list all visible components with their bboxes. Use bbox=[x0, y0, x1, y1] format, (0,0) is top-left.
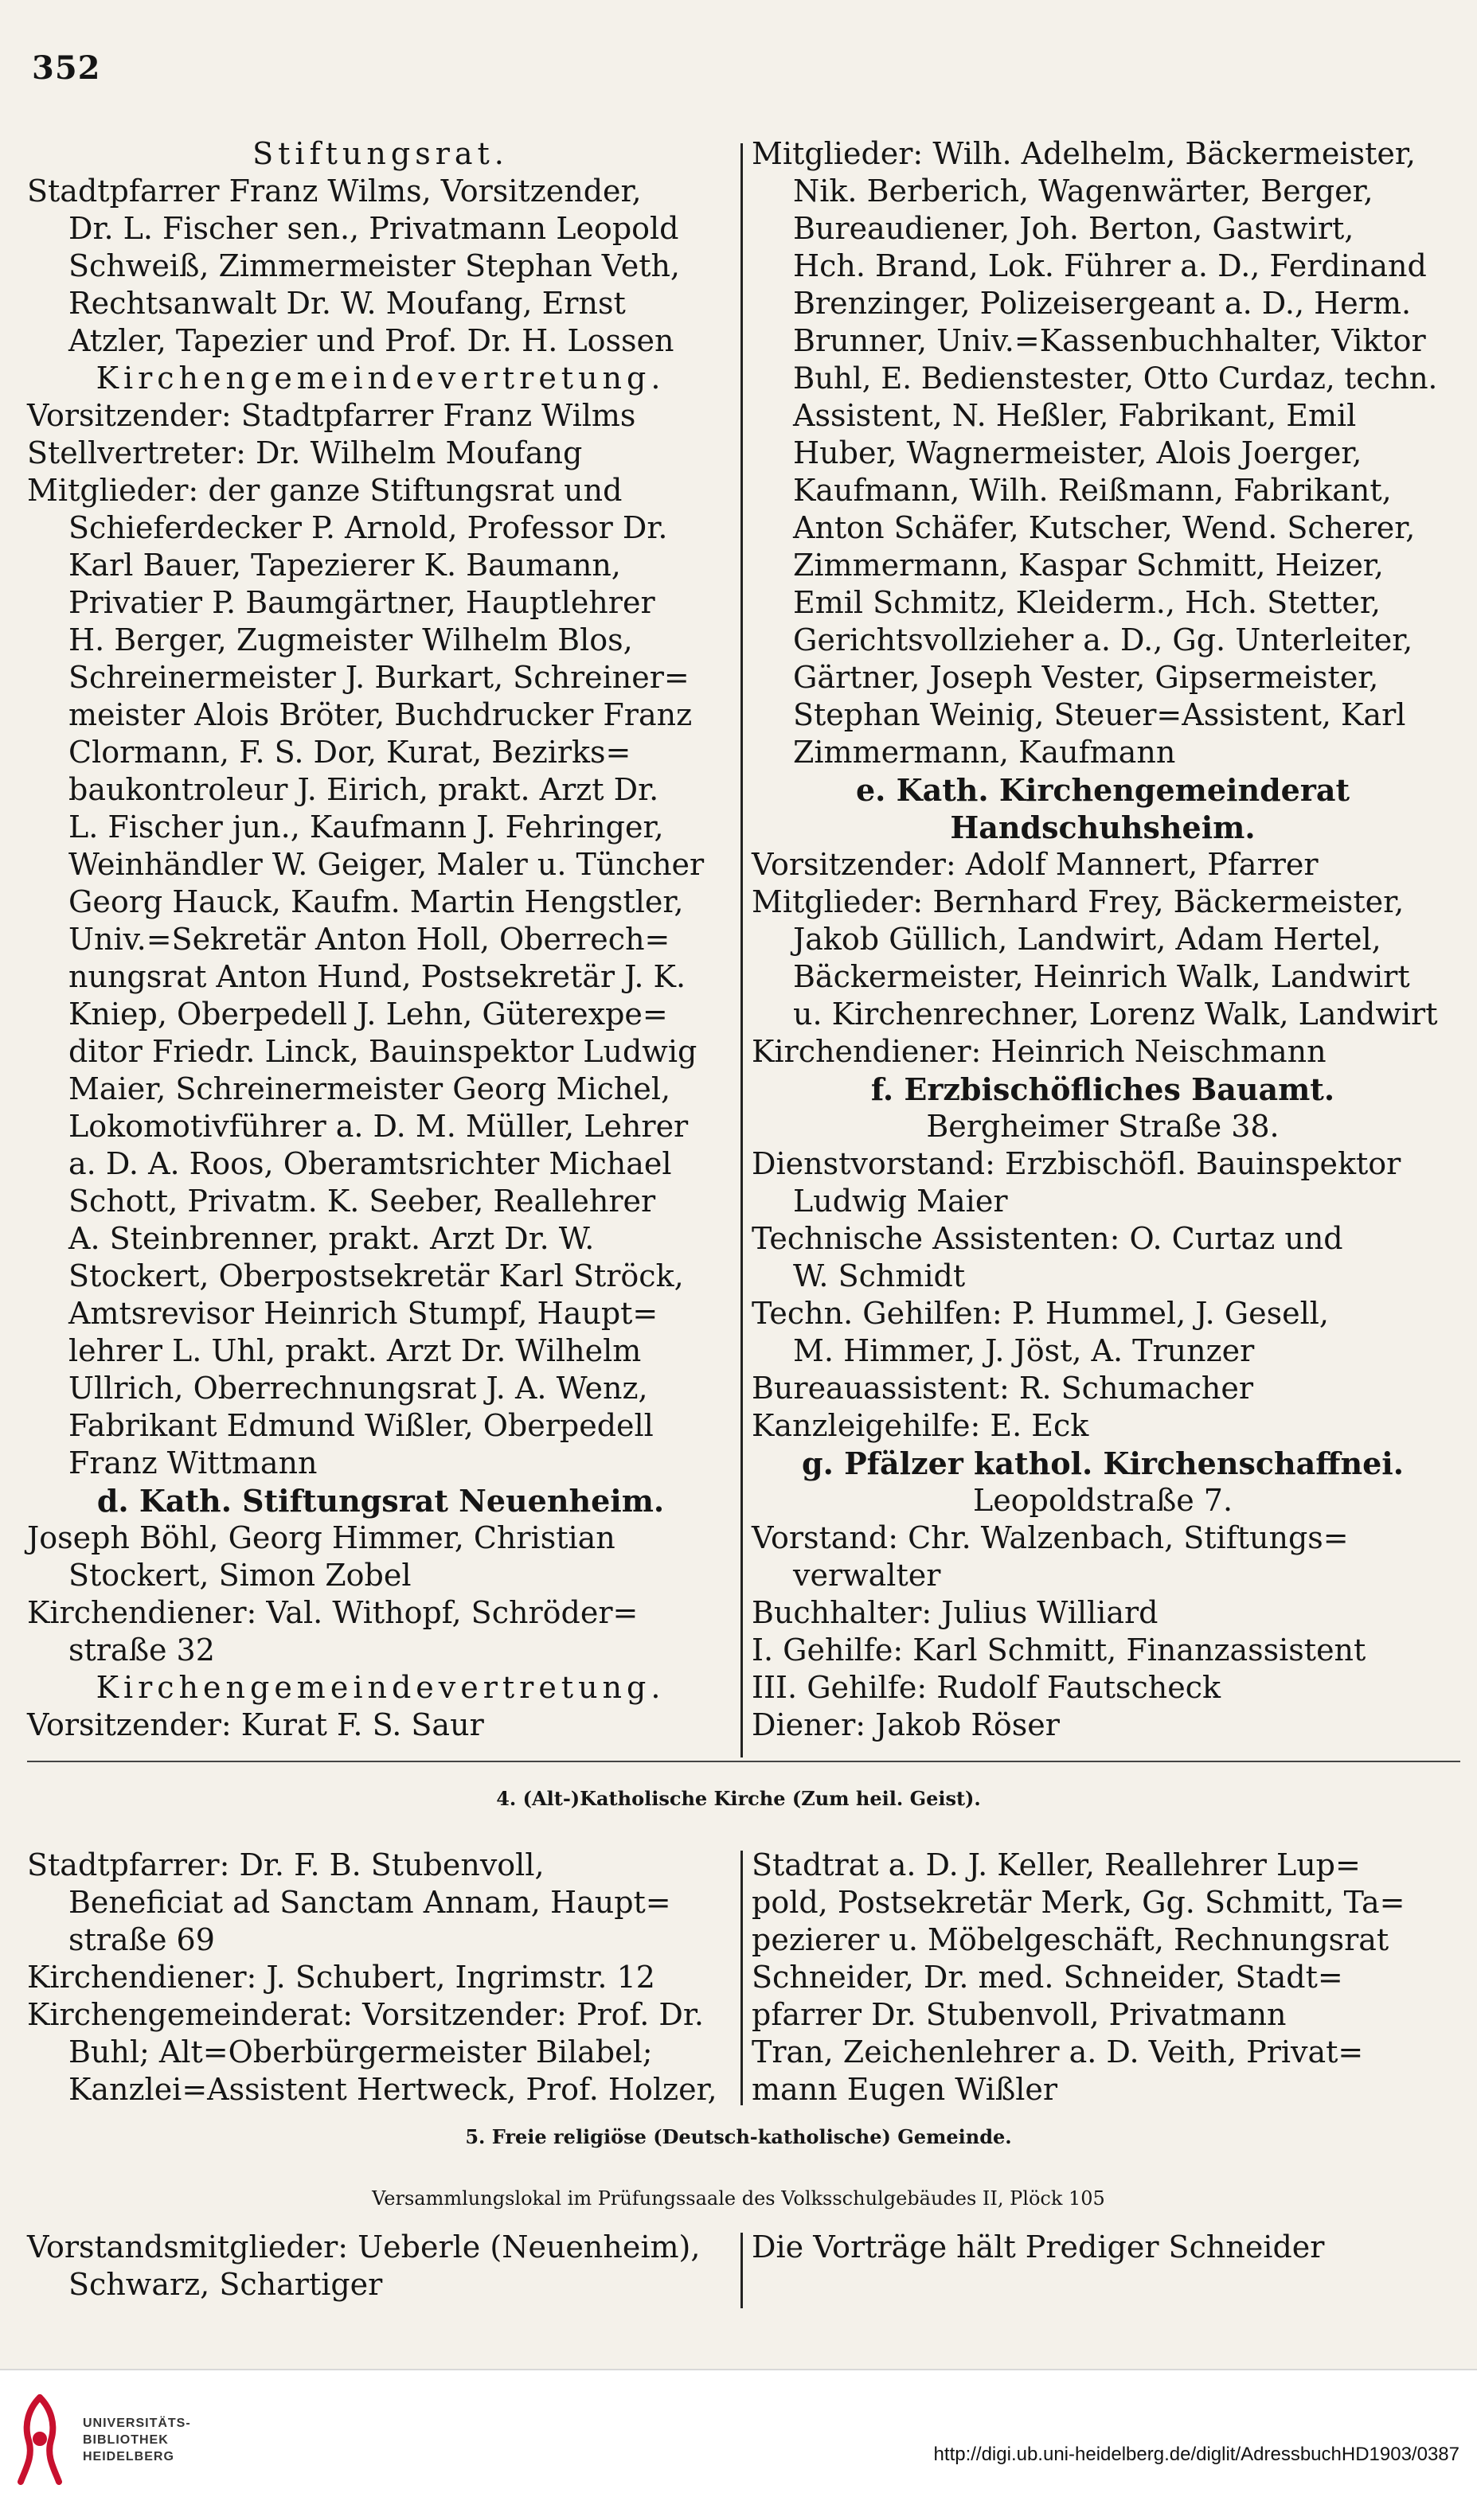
text-line: Schreinermeister J. Burkart, Schreiner= bbox=[68, 660, 690, 695]
university-library-logo-icon bbox=[14, 2393, 65, 2488]
page-number: 352 bbox=[32, 49, 101, 87]
text-line: Schweiß, Zimmermeister Stephan Veth, bbox=[68, 248, 681, 283]
text-line: Buhl; Alt=Oberbürgermeister Bilabel; bbox=[68, 2034, 653, 2069]
text-line: W. Schmidt bbox=[793, 1258, 966, 1293]
text-line: Beneficiat ad Sanctam Annam, Haupt= bbox=[68, 1885, 671, 1920]
text-line: baukontroleur J. Eirich, prakt. Arzt Dr. bbox=[68, 772, 659, 807]
right-column bbox=[752, 135, 1454, 1744]
text-line: I. Gehilfe: Karl Schmitt, Finanzassistent bbox=[752, 1633, 1366, 1668]
text-line: Anton Schäfer, Kutscher, Wend. Scherer, bbox=[793, 510, 1416, 545]
text-line: Bureaudiener, Joh. Berton, Gastwirt, bbox=[793, 211, 1354, 246]
text-line: Kirchengemeinderat: Vorsitzender: Prof. Dr. bbox=[27, 1997, 704, 2032]
text-line: Stockert, Oberpostsekretär Karl Ströck, bbox=[68, 1258, 684, 1293]
text-line: Dienstvorstand: Erzbischöfl. Bauinspektor bbox=[752, 1146, 1401, 1181]
text-line: ditor Friedr. Linck, Bauinspektor Ludwig bbox=[68, 1034, 697, 1069]
text-line: a. D. A. Roos, Oberamtsrichter Michael bbox=[68, 1146, 672, 1181]
text-line: Franz Wittmann bbox=[68, 1445, 318, 1480]
section-4-left-column bbox=[27, 1847, 734, 2108]
text-line: Kirchengemeindevertretung. bbox=[96, 1670, 666, 1705]
text-line: M. Himmer, J. Jöst, A. Trunzer bbox=[793, 1333, 1255, 1368]
left-column bbox=[27, 135, 734, 1744]
text-line: Kniep, Oberpedell J. Lehn, Güterexpe= bbox=[68, 997, 668, 1032]
text-line: Emil Schmitz, Kleiderm., Hch. Stetter, bbox=[793, 585, 1381, 620]
text-line: Nik. Berberich, Wagenwärter, Berger, bbox=[793, 174, 1373, 209]
text-line: Privatier P. Baumgärtner, Hauptlehrer bbox=[68, 585, 655, 620]
text-line: Schott, Privatm. K. Seeber, Reallehrer bbox=[68, 1184, 656, 1219]
text-line: Technische Assistenten: O. Curtaz und bbox=[752, 1221, 1343, 1256]
text-line: Maier, Schreinermeister Georg Michel, bbox=[68, 1071, 671, 1106]
text-line: Ullrich, Oberrechnungsrat J. A. Wenz, bbox=[68, 1371, 648, 1406]
section-5-left-column bbox=[27, 2229, 734, 2303]
text-line: Diener: Jakob Röser bbox=[752, 1707, 1060, 1742]
text-line: Amtsrevisor Heinrich Stumpf, Haupt= bbox=[68, 1296, 658, 1331]
text-line: Mitglieder: Wilh. Adelhelm, Bäckermeister, bbox=[752, 136, 1416, 171]
text-line: Stadtpfarrer: Dr. F. B. Stubenvoll, bbox=[27, 1847, 545, 1882]
text-line: Ludwig Maier bbox=[793, 1184, 1008, 1219]
section-5-divider bbox=[740, 2233, 743, 2308]
text-line: Tran, Zeichenlehrer a. D. Veith, Privat= bbox=[752, 2034, 1364, 2069]
text-line: Stockert, Simon Zobel bbox=[68, 1558, 412, 1593]
text-line: g. Pfälzer kathol. Kirchenschaffnei. bbox=[802, 1445, 1404, 1481]
text-line: verwalter bbox=[793, 1558, 941, 1593]
logo-line: UNIVERSITÄTS- bbox=[83, 2417, 191, 2430]
section-5-right-column bbox=[752, 2229, 1454, 2266]
text-line: Kanzleigehilfe: E. Eck bbox=[752, 1408, 1089, 1443]
text-line: Stellvertreter: Dr. Wilhelm Moufang bbox=[27, 435, 583, 470]
text-line: Stadtpfarrer Franz Wilms, Vorsitzender, bbox=[27, 174, 642, 209]
text-line: f. Erzbischöfliches Bauamt. bbox=[870, 1071, 1335, 1107]
text-line: Leopoldstraße 7. bbox=[972, 1483, 1233, 1518]
text-line: Bergheimer Straße 38. bbox=[926, 1109, 1280, 1144]
text-line: Weinhändler W. Geiger, Maler u. Tüncher bbox=[68, 847, 705, 882]
text-line: Die Vorträge hält Prediger Schneider bbox=[752, 2229, 1325, 2264]
text-line: Bureauassistent: R. Schumacher bbox=[752, 1371, 1254, 1406]
section-rule bbox=[27, 1761, 1460, 1762]
section-4-heading: 4. (Alt-)Katholische Kirche (Zum heil. Geist). bbox=[496, 1787, 981, 1810]
text-line: III. Gehilfe: Rudolf Fautscheck bbox=[752, 1670, 1221, 1705]
text-line: Gärtner, Joseph Vester, Gipsermeister, bbox=[793, 660, 1379, 695]
section-5-heading: 5. Freie religiöse (Deutsch-katholische) Gemeinde. bbox=[465, 2125, 1012, 2148]
text-line: Lokomotivführer a. D. M. Müller, Lehrer bbox=[68, 1109, 689, 1144]
text-line: pold, Postsekretär Merk, Gg. Schmitt, Ta= bbox=[752, 1885, 1405, 1920]
footer-bar bbox=[0, 2369, 1477, 2520]
text-line: Kirchendiener: Heinrich Neischmann bbox=[752, 1034, 1327, 1069]
section-4-divider bbox=[740, 1851, 743, 2105]
text-line: Atzler, Tapezier und Prof. Dr. H. Lossen bbox=[68, 323, 674, 358]
text-line: u. Kirchenrechner, Lorenz Walk, Landwirt bbox=[793, 997, 1438, 1032]
text-line: Vorsitzender: Kurat F. S. Saur bbox=[27, 1707, 484, 1742]
text-line: nungsrat Anton Hund, Postsekretär J. K. bbox=[68, 959, 686, 994]
text-line: Fabrikant Edmund Wißler, Oberpedell bbox=[68, 1408, 654, 1443]
text-line: A. Steinbrenner, prakt. Arzt Dr. W. bbox=[68, 1221, 595, 1256]
section-5-subheading: Versammlungslokal im Prüfungssaale des Volksschulgebäudes II, Plöck 105 bbox=[372, 2187, 1105, 2210]
text-line: e. Kath. Kirchengemeinderat bbox=[855, 772, 1350, 808]
text-line: Kaufmann, Wilh. Reißmann, Fabrikant, bbox=[793, 473, 1392, 508]
text-line: Karl Bauer, Tapezierer K. Baumann, bbox=[68, 548, 621, 583]
text-line: Stadtrat a. D. J. Keller, Reallehrer Lup= bbox=[752, 1847, 1361, 1882]
text-line: Zimmermann, Kaspar Schmitt, Heizer, bbox=[793, 548, 1384, 583]
text-line: Hch. Brand, Lok. Führer a. D., Ferdinand bbox=[793, 248, 1427, 283]
section-4-right-column bbox=[752, 1847, 1454, 2108]
text-line: d. Kath. Stiftungsrat Neuenheim. bbox=[96, 1483, 665, 1519]
text-line: Mitglieder: Bernhard Frey, Bäckermeister, bbox=[752, 884, 1405, 919]
text-line: Brunner, Univ.=Kassenbuchhalter, Viktor bbox=[793, 323, 1426, 358]
text-line: Jakob Güllich, Landwirt, Adam Hertel, bbox=[793, 922, 1381, 957]
text-line: Vorsitzender: Stadtpfarrer Franz Wilms bbox=[27, 398, 636, 433]
text-line: pezierer u. Möbelgeschäft, Rechnungsrat bbox=[752, 1922, 1389, 1957]
text-line: H. Berger, Zugmeister Wilhelm Blos, bbox=[68, 622, 633, 657]
text-line: Handschuhsheim. bbox=[950, 809, 1256, 845]
text-line: Kirchendiener: Val. Withopf, Schröder= bbox=[27, 1595, 639, 1630]
text-line: Schieferdecker P. Arnold, Professor Dr. bbox=[68, 510, 668, 545]
text-line: Vorsitzender: Adolf Mannert, Pfarrer bbox=[752, 847, 1319, 882]
text-line: Clormann, F. S. Dor, Kurat, Bezirks= bbox=[68, 735, 631, 770]
source-url-link[interactable]: http://digi.ub.uni-heidelberg.de/diglit/AdressbuchHD1903/0387 bbox=[933, 2444, 1459, 2465]
text-line: Kirchendiener: J. Schubert, Ingrimstr. 12 bbox=[27, 1960, 655, 1995]
text-line: Vorstand: Chr. Walzenbach, Stiftungs= bbox=[752, 1520, 1349, 1555]
text-line: Brenzinger, Polizeisergeant a. D., Herm. bbox=[793, 286, 1412, 321]
text-line: Schwarz, Schartiger bbox=[68, 2267, 383, 2302]
text-line: Kanzlei=Assistent Hertweck, Prof. Holzer, bbox=[68, 2072, 717, 2107]
text-line: lehrer L. Uhl, prakt. Arzt Dr. Wilhelm bbox=[68, 1333, 642, 1368]
text-line: Georg Hauck, Kaufm. Martin Hengstler, bbox=[68, 884, 684, 919]
column-divider bbox=[740, 143, 743, 1757]
text-line: Stiftungsrat. bbox=[252, 136, 509, 171]
text-line: mann Eugen Wißler bbox=[752, 2072, 1058, 2107]
text-line: Stephan Weinig, Steuer=Assistent, Karl bbox=[793, 697, 1406, 732]
text-line: Bäckermeister, Heinrich Walk, Landwirt bbox=[793, 959, 1410, 994]
logo-line: HEIDELBERG bbox=[83, 2450, 174, 2463]
text-line: Huber, Wagnermeister, Alois Joerger, bbox=[793, 435, 1362, 470]
text-line: meister Alois Bröter, Buchdrucker Franz bbox=[68, 697, 693, 732]
text-line: straße 32 bbox=[68, 1633, 215, 1668]
text-line: straße 69 bbox=[68, 1922, 215, 1957]
text-line: Buhl, E. Bedienstester, Otto Curdaz, techn. bbox=[793, 361, 1438, 396]
text-line: Gerichtsvollzieher a. D., Gg. Unterleiter, bbox=[793, 622, 1413, 657]
text-line: Univ.=Sekretär Anton Holl, Oberrech= bbox=[68, 922, 670, 957]
text-line: Joseph Böhl, Georg Himmer, Christian bbox=[27, 1520, 615, 1555]
text-line: Techn. Gehilfen: P. Hummel, J. Gesell, bbox=[752, 1296, 1329, 1331]
text-line: pfarrer Dr. Stubenvoll, Privatmann bbox=[752, 1997, 1287, 2032]
text-line: Vorstandsmitglieder: Ueberle (Neuenheim), bbox=[27, 2229, 701, 2264]
logo-line: BIBLIOTHEK bbox=[83, 2433, 169, 2447]
text-line: Assistent, N. Heßler, Fabrikant, Emil bbox=[793, 398, 1357, 433]
text-line: Rechtsanwalt Dr. W. Moufang, Ernst bbox=[68, 286, 626, 321]
text-line: Mitglieder: der ganze Stiftungsrat und bbox=[27, 473, 623, 508]
text-line: L. Fischer jun., Kaufmann J. Fehringer, bbox=[68, 809, 664, 845]
text-line: Buchhalter: Julius Williard bbox=[752, 1595, 1159, 1630]
text-line: Zimmermann, Kaufmann bbox=[793, 735, 1176, 770]
text-line: Dr. L. Fischer sen., Privatmann Leopold bbox=[68, 211, 679, 246]
text-line: Schneider, Dr. med. Schneider, Stadt= bbox=[752, 1960, 1343, 1995]
text-line: Kirchengemeindevertretung. bbox=[96, 361, 666, 396]
library-logo-text bbox=[83, 2415, 191, 2465]
